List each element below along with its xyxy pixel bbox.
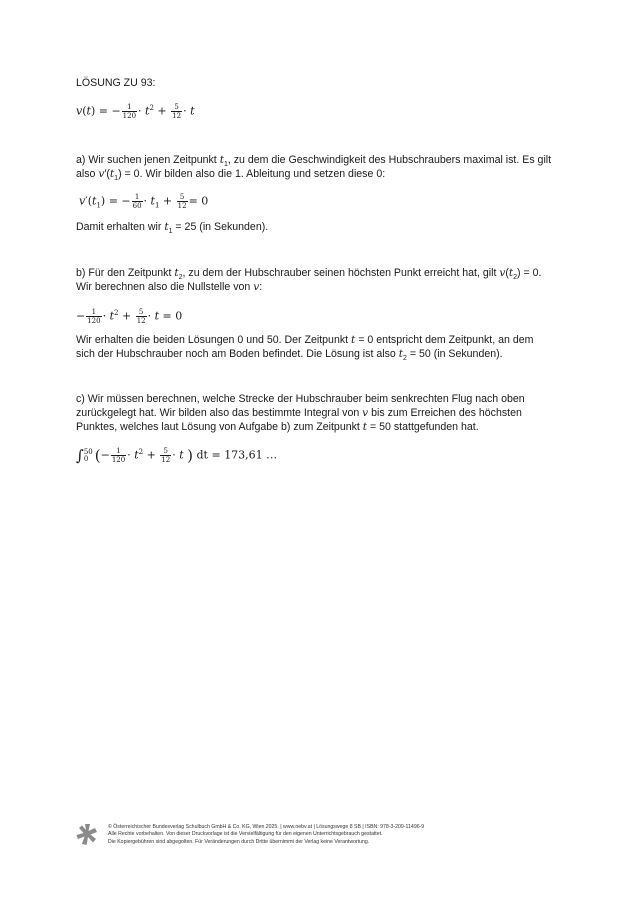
- integral-expression: ∫50 0 (− $\frac{1}{120}$ · $t^2$ + $\frac{5}{12}$ · t ) dt = 173,61 …: [76, 446, 278, 465]
- part-b-line-2: Wir berechnen also die Nullstelle von v:: [76, 281, 263, 293]
- velocity-function: v(t) = − $\frac{1}{120}$ · $t^2$ + $\frac{5}{12}$ · t: [76, 103, 195, 121]
- part-c-line-3: Punktes, welches laut Lösung von Aufgabe b) zum Zeitpunkt t = 50 stattgefunden hat.: [76, 421, 479, 433]
- part-a-result: Damit erhalten wir $t_1 = 25$ (in Sekunden).: [76, 221, 269, 236]
- part-b-line-1: b) Für den Zeitpunkt $t_2$, zu dem der Hubschrauber seinen höchsten Punkt erreicht hat, gilt $v(t_2) = 0$.: [76, 267, 542, 282]
- part-c-line-2: zurückgelegt hat. Wir bilden also das bestimmte Integral von v bis zum Erreichen des höchsten: [76, 407, 522, 419]
- footer-line-3: Die Kopiergebühren sind abgegolten. Für Veränderungen durch Dritte übernimmt der Verlag keine Verantwortung.: [108, 838, 370, 845]
- publisher-logo-icon: [76, 824, 100, 846]
- part-c-line-1: c) Wir müssen berechnen, welche Strecke der Hubschrauber beim senkrechten Flug nach oben: [76, 393, 525, 405]
- footer-line-1: © Österreichischer Bundesverlag Schulbuch GmbH & Co. KG, Wien 2025. | www.oebv.at | Lösungswege 8 SB | ISBN: 978-3-209-11496-9: [108, 824, 425, 830]
- solution-heading: LÖSUNG ZU 93:: [76, 77, 156, 89]
- copyright-footer: [108, 824, 424, 846]
- part-b-line-3: Wir erhalten die beiden Lösungen 0 und 50. Der Zeitpunkt t = 0 entspricht dem Zeitpunkt, an dem: [76, 334, 534, 346]
- derivative-equation: $v'(t_1)$ = − $\frac{1}{60}$ · $t_1$ + $\frac{5}{12}$ = 0: [79, 193, 209, 210]
- part-a-line-2: also $v'(t_1) = 0$. Wir bilden also die 1. Ableitung und setzen diese 0:: [76, 168, 386, 183]
- zero-equation: − $\frac{1}{120}$ · $t^2$ + $\frac{5}{12}$ · t = 0: [76, 308, 183, 326]
- part-b-line-4: sich der Hubschrauber noch am Boden befindet. Die Lösung ist also $t_2 = 50$ (in Sekunden).: [76, 348, 503, 363]
- footer-line-2: Alle Rechte vorbehalten. Von dieser Druckvorlage ist die Vervielfältigung für den eigenen Unterrichtsgebrauch gestattet.: [108, 831, 383, 838]
- part-a-line-1: a) Wir suchen jenen Zeitpunkt $t_1$, zu dem die Geschwindigkeit des Hubschraubers maximal ist. Es gilt: [76, 154, 552, 169]
